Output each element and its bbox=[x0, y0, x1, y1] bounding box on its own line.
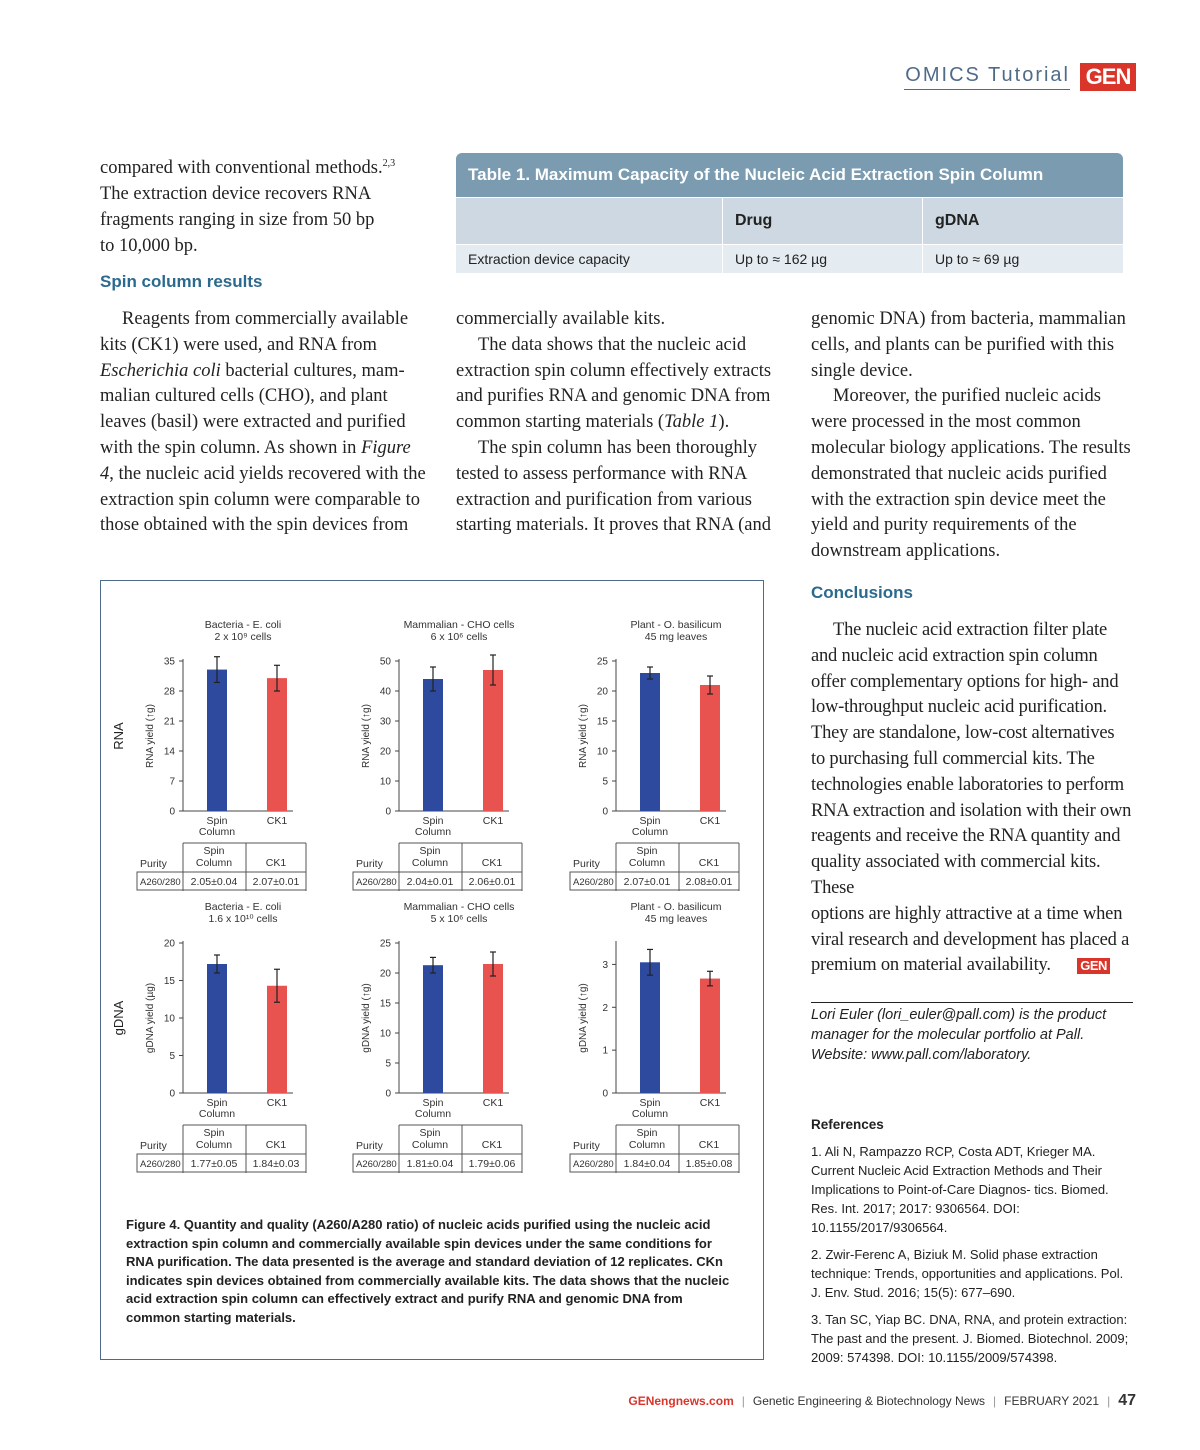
text-line: Escherichia coli bacterial cultures, mam- bbox=[100, 360, 405, 381]
section-heading-conclusions: Conclusions bbox=[811, 583, 914, 602]
bar bbox=[640, 673, 660, 811]
x-tick-label: Column bbox=[631, 1108, 669, 1120]
chart-subtitle: 45 mg leaves bbox=[644, 913, 708, 925]
bar bbox=[483, 964, 503, 1093]
purity-value: 2.04±0.01 bbox=[406, 876, 454, 888]
x-tick-label: CK1 bbox=[482, 815, 504, 827]
purity-value: 2.07±0.01 bbox=[623, 876, 671, 888]
text-line: were processed in the most common bbox=[811, 412, 1081, 433]
text-line: extraction spin column were comparable to bbox=[100, 489, 421, 510]
y-tick-label: 5 bbox=[385, 1058, 391, 1070]
text-line: common starting materials (Table 1). bbox=[456, 412, 730, 433]
chart-subtitle: 5 x 10⁶ cells bbox=[430, 913, 488, 925]
purity-value: 1.84±0.04 bbox=[623, 1158, 671, 1170]
purity-value: 2.08±0.01 bbox=[685, 876, 733, 888]
y-tick-label: 1 bbox=[602, 1045, 608, 1057]
y-tick-label: 15 bbox=[163, 976, 175, 987]
bar bbox=[207, 670, 227, 811]
purity-header: Spin bbox=[636, 1127, 658, 1139]
references bbox=[811, 1115, 1136, 1375]
y-tick-label: 10 bbox=[163, 1013, 175, 1025]
text-line: and nucleic acid extraction spin column bbox=[811, 645, 1098, 666]
bar bbox=[640, 962, 660, 1093]
y-tick-label: 10 bbox=[379, 1028, 391, 1040]
y-tick-label: 21 bbox=[163, 716, 175, 728]
text-line: commercially available kits. bbox=[456, 309, 666, 329]
text-line: The data shows that the nucleic acid bbox=[478, 334, 747, 355]
chart-title: Mammalian - CHO cells bbox=[403, 619, 515, 631]
text-line: quality associated with commercial kits. These bbox=[811, 852, 1101, 898]
y-tick-label: 0 bbox=[602, 806, 608, 818]
purity-label: Purity bbox=[140, 858, 167, 870]
purity-header: Spin bbox=[636, 845, 658, 857]
text-line: starting materials. It proves that RNA (and bbox=[456, 515, 771, 536]
reference-item: 3. Tan SC, Yiap BC. DNA, RNA, and protein extraction: The past and the present. J. Biomed. Biotechnol. 2009; 2009: 574398. DOI: 10.1155/2009/574398. bbox=[811, 1312, 1129, 1365]
x-tick-label: Column bbox=[198, 826, 236, 838]
text-line: low-throughput nucleic acid purification. bbox=[811, 697, 1107, 718]
x-tick-label: Column bbox=[414, 826, 452, 838]
purity-header: Column bbox=[195, 857, 233, 869]
bio-line: Website: www.pall.com/laboratory. bbox=[811, 1047, 1032, 1063]
footer-publication: Genetic Engineering & Biotechnology News bbox=[752, 1394, 985, 1408]
y-tick-label: 15 bbox=[379, 998, 391, 1010]
purity-value: 1.84±0.03 bbox=[252, 1158, 300, 1170]
x-tick-label: CK1 bbox=[266, 1097, 288, 1109]
bar bbox=[423, 965, 443, 1093]
intro-paragraph bbox=[100, 151, 430, 259]
y-tick-label: 15 bbox=[596, 716, 608, 728]
y-tick-label: 0 bbox=[169, 1088, 175, 1100]
x-tick-label: CK1 bbox=[699, 815, 721, 827]
x-tick-label: Spin bbox=[422, 1097, 444, 1109]
y-tick-label: 40 bbox=[379, 686, 391, 698]
column-2-text bbox=[456, 307, 786, 539]
text-line: with the extraction spin device meet the bbox=[811, 489, 1106, 510]
intro-line: to 10,000 bp. bbox=[100, 235, 198, 256]
purity-value: 1.81±0.04 bbox=[406, 1158, 454, 1170]
bar bbox=[700, 685, 720, 811]
text-line: 4, the nucleic acid yields recovered with the bbox=[100, 463, 426, 484]
y-axis-label: gDNA yield (↑g) bbox=[578, 983, 589, 1053]
y-axis-label: RNA yield (↑g) bbox=[145, 704, 156, 768]
y-tick-label: 3 bbox=[602, 959, 608, 971]
purity-header: Column bbox=[195, 1139, 233, 1151]
text-line: genomic DNA) from bacteria, mammalian bbox=[811, 309, 1126, 329]
table-header-row bbox=[456, 197, 1123, 244]
purity-value: 1.77±0.05 bbox=[190, 1158, 238, 1170]
text-line: cells, and plants can be purified with this bbox=[811, 334, 1115, 355]
purity-label: Purity bbox=[573, 858, 600, 870]
section-heading-spin: Spin column results bbox=[100, 272, 263, 291]
x-tick-label: CK1 bbox=[699, 1097, 721, 1109]
page-footer: GENengnews.com | Genetic Engineering & Biotechnology News | FEBRUARY 2021 | 47 bbox=[628, 1392, 1136, 1409]
bio-line: Lori Euler (lori_euler@pall.com) is the product bbox=[811, 1007, 1107, 1023]
purity-value: 2.05±0.04 bbox=[190, 876, 238, 888]
purity-header: CK1 bbox=[481, 857, 503, 869]
purity-header: CK1 bbox=[698, 1139, 720, 1151]
x-tick-label: Spin bbox=[206, 1097, 228, 1109]
text-line: with the spin column. As shown in Figure bbox=[100, 437, 411, 458]
purity-metric: A260/280 bbox=[356, 1159, 397, 1170]
y-axis-label: RNA yield (↑g) bbox=[361, 704, 372, 768]
text-line: extraction spin column effectively extracts bbox=[456, 360, 772, 381]
purity-header: CK1 bbox=[265, 1139, 287, 1151]
bio-rule bbox=[811, 1002, 1133, 1003]
purity-header: CK1 bbox=[481, 1139, 503, 1151]
purity-metric: A260/280 bbox=[140, 1159, 181, 1170]
text-line: kits (CK1) were used, and RNA from bbox=[100, 334, 377, 355]
bar bbox=[483, 670, 503, 811]
text-line: Moreover, the purified nucleic acids bbox=[833, 386, 1101, 407]
y-tick-label: 0 bbox=[385, 806, 391, 818]
purity-label: Purity bbox=[356, 858, 383, 870]
chart-subtitle: 1.6 x 10¹⁰ cells bbox=[208, 913, 278, 925]
page-number: 47 bbox=[1118, 1392, 1136, 1409]
purity-header: Column bbox=[411, 857, 449, 869]
text-line: The nucleic acid extraction filter plate bbox=[833, 620, 1107, 640]
text-line: technologies enable laboratories to perform bbox=[811, 774, 1124, 795]
text-line: options are highly attractive at a time when bbox=[811, 903, 1123, 924]
text-line: They are standalone, low-cost alternatives bbox=[811, 723, 1115, 744]
text-line: viral research and development has placed a bbox=[811, 929, 1130, 950]
x-tick-label: CK1 bbox=[266, 815, 288, 827]
bar bbox=[423, 679, 443, 811]
chart-title: Plant - O. basilicum bbox=[630, 619, 722, 631]
chart-subtitle: 6 x 10⁶ cells bbox=[430, 631, 488, 643]
purity-header: Spin bbox=[203, 1127, 225, 1139]
text-line: single device. bbox=[811, 360, 913, 381]
header-rule bbox=[904, 89, 1070, 90]
text-line: reagents and receive the RNA quantity and bbox=[811, 826, 1121, 847]
text-line: tested to assess performance with RNA bbox=[456, 463, 748, 484]
purity-metric: A260/280 bbox=[573, 877, 614, 888]
reference-item: 2. Zwir-Ferenc A, Biziuk M. Solid phase extraction technique: Trends, opportunities and applications. Pol. J. Env. Stud. 2016; 15(5): 677–690. bbox=[811, 1247, 1124, 1300]
chart-subtitle: 2 x 10⁹ cells bbox=[214, 631, 272, 643]
y-axis-label: RNA yield (↑g) bbox=[578, 704, 589, 768]
x-tick-label: Spin bbox=[639, 815, 661, 827]
row-label: gDNA bbox=[111, 1000, 126, 1036]
y-tick-label: 28 bbox=[163, 686, 175, 698]
text-line: extraction and purification from various bbox=[456, 489, 752, 510]
y-tick-label: 20 bbox=[379, 746, 391, 758]
references-heading: References bbox=[811, 1117, 884, 1132]
purity-value: 1.79±0.06 bbox=[468, 1158, 516, 1170]
y-tick-label: 50 bbox=[379, 656, 391, 668]
text-line-content: premium on material availability. bbox=[811, 955, 1051, 976]
text-line: Reagents from commercially available bbox=[122, 309, 409, 329]
text-line: and purifies RNA and genomic DNA from bbox=[456, 386, 771, 407]
column-1-text bbox=[100, 307, 430, 539]
row-label: RNA bbox=[111, 722, 126, 750]
capacity-table bbox=[456, 153, 1123, 273]
chart-subtitle: 45 mg leaves bbox=[644, 631, 708, 643]
chart-title: Bacteria - E. coli bbox=[204, 619, 282, 631]
purity-metric: A260/280 bbox=[356, 877, 397, 888]
y-tick-label: 5 bbox=[169, 1051, 175, 1062]
x-tick-label: Spin bbox=[206, 815, 228, 827]
bar bbox=[207, 964, 227, 1093]
y-tick-label: 5 bbox=[602, 776, 608, 788]
intro-line1: compared with conventional methods. bbox=[100, 158, 383, 179]
reference-item: 1. Ali N, Rampazzo RCP, Costa ADT, Krieger MA. Current Nucleic Acid Extraction Methods and Their Implications to Point-of-Care Diagnos- tics. Biomed. Res. Int. 2017; 2017: 9306564. DOI: 10.1155/2017/9306564. bbox=[811, 1144, 1109, 1235]
citation-superscript: 2,3 bbox=[382, 158, 396, 169]
y-tick-label: 10 bbox=[596, 746, 608, 758]
purity-header: Spin bbox=[203, 845, 225, 857]
table-header-cell bbox=[456, 198, 722, 244]
y-tick-label: 0 bbox=[385, 1088, 391, 1100]
conclusions-text bbox=[811, 618, 1141, 979]
purity-header: Spin bbox=[419, 845, 441, 857]
text-line: downstream applications. bbox=[811, 541, 1001, 562]
text-line: molecular biology applications. The results bbox=[811, 437, 1131, 458]
y-axis-label: gDNA yield (↑g) bbox=[361, 983, 372, 1053]
purity-header: Column bbox=[628, 1139, 666, 1151]
table-cell: Up to ≈ 162 µg bbox=[722, 245, 922, 273]
table-cell: Extraction device capacity bbox=[468, 251, 630, 267]
y-tick-label: 20 bbox=[163, 938, 175, 950]
purity-header: Spin bbox=[419, 1127, 441, 1139]
purity-value: 1.85±0.08 bbox=[685, 1158, 733, 1170]
purity-metric: A260/280 bbox=[140, 877, 181, 888]
text-line: offer complementary options for high- and bbox=[811, 671, 1119, 692]
purity-header: CK1 bbox=[698, 857, 720, 869]
text-line: RNA extraction and isolation with their own bbox=[811, 800, 1132, 821]
purity-header: CK1 bbox=[265, 857, 287, 869]
y-tick-label: 0 bbox=[169, 806, 175, 818]
text-line bbox=[811, 953, 1141, 979]
end-mark-logo: GEN bbox=[1077, 958, 1110, 974]
y-tick-label: 2 bbox=[602, 1002, 608, 1014]
y-tick-label: 25 bbox=[596, 656, 608, 668]
text-line: yield and purity requirements of the bbox=[811, 515, 1077, 536]
purity-value: 2.06±0.01 bbox=[468, 876, 516, 888]
table-title: Table 1. Maximum Capacity of the Nucleic Acid Extraction Spin Column bbox=[456, 153, 1123, 197]
gen-logo: GEN bbox=[1080, 63, 1136, 91]
footer-date: FEBRUARY 2021 bbox=[1004, 1394, 1100, 1408]
x-tick-label: CK1 bbox=[482, 1097, 504, 1109]
y-tick-label: 35 bbox=[163, 656, 175, 668]
y-tick-label: 20 bbox=[379, 968, 391, 980]
author-bio bbox=[811, 1005, 1141, 1065]
column-3-text bbox=[811, 307, 1141, 565]
x-tick-label: Column bbox=[631, 826, 669, 838]
table-row bbox=[456, 244, 1123, 273]
figure-4-charts bbox=[101, 581, 763, 1211]
table-cell: Up to ≈ 69 µg bbox=[922, 245, 1123, 273]
y-tick-label: 0 bbox=[602, 1088, 608, 1100]
intro-line: The extraction device recovers RNA bbox=[100, 183, 372, 204]
purity-label: Purity bbox=[140, 1140, 167, 1152]
y-tick-label: 20 bbox=[596, 686, 608, 698]
x-tick-label: Spin bbox=[422, 815, 444, 827]
bar bbox=[267, 678, 287, 811]
y-tick-label: 10 bbox=[379, 776, 391, 788]
purity-header: Column bbox=[628, 857, 666, 869]
y-tick-label: 30 bbox=[379, 716, 391, 728]
chart-title: Plant - O. basilicum bbox=[630, 901, 722, 913]
intro-line: fragments ranging in size from 50 bp bbox=[100, 209, 375, 230]
purity-metric: A260/280 bbox=[573, 1159, 614, 1170]
text-line: malian cultured cells (CHO), and plant bbox=[100, 386, 388, 407]
bio-line: manager for the molecular portfolio at Pall. bbox=[811, 1027, 1085, 1043]
purity-value: 2.07±0.01 bbox=[252, 876, 300, 888]
text-line: demonstrated that nucleic acids purified bbox=[811, 463, 1107, 484]
text-line: to purchasing full commercial kits. The bbox=[811, 748, 1095, 769]
purity-header: Column bbox=[411, 1139, 449, 1151]
x-tick-label: Column bbox=[414, 1108, 452, 1120]
x-tick-label: Spin bbox=[639, 1097, 661, 1109]
chart-title: Bacteria - E. coli bbox=[204, 901, 282, 913]
chart-title: Mammalian - CHO cells bbox=[403, 901, 515, 913]
purity-label: Purity bbox=[573, 1140, 600, 1152]
y-tick-label: 7 bbox=[169, 776, 175, 788]
x-tick-label: Column bbox=[198, 1108, 236, 1120]
text-line: those obtained with the spin devices from bbox=[100, 515, 409, 536]
y-tick-label: 14 bbox=[163, 746, 175, 758]
purity-label: Purity bbox=[356, 1140, 383, 1152]
table-header-cell: Drug bbox=[722, 198, 922, 244]
text-line: leaves (basil) were extracted and purified bbox=[100, 412, 406, 433]
footer-brand-link[interactable]: GENengnews.com bbox=[628, 1394, 734, 1408]
y-axis-label: gDNA yield (µg) bbox=[145, 982, 156, 1054]
bar bbox=[700, 979, 720, 1093]
running-header-title: OMICS Tutorial bbox=[905, 64, 1070, 86]
text-line: The spin column has been thoroughly bbox=[478, 437, 757, 458]
figure-caption: Figure 4. Quantity and quality (A260/A280 ratio) of nucleic acids purified using the nucleic acid extraction spin column and commercially available spin devices under the same conditions for RNA purification. The data presented is the average and standard deviation of 12 replicates. CKn indicates spin devices obtained from commercially available kits. The data shows that the nucleic acid extraction spin column can effectively extract and purify RNA and genomic DNA from common starting materials. bbox=[126, 1217, 730, 1325]
y-tick-label: 25 bbox=[379, 938, 391, 950]
table-header-cell: gDNA bbox=[922, 198, 1123, 244]
